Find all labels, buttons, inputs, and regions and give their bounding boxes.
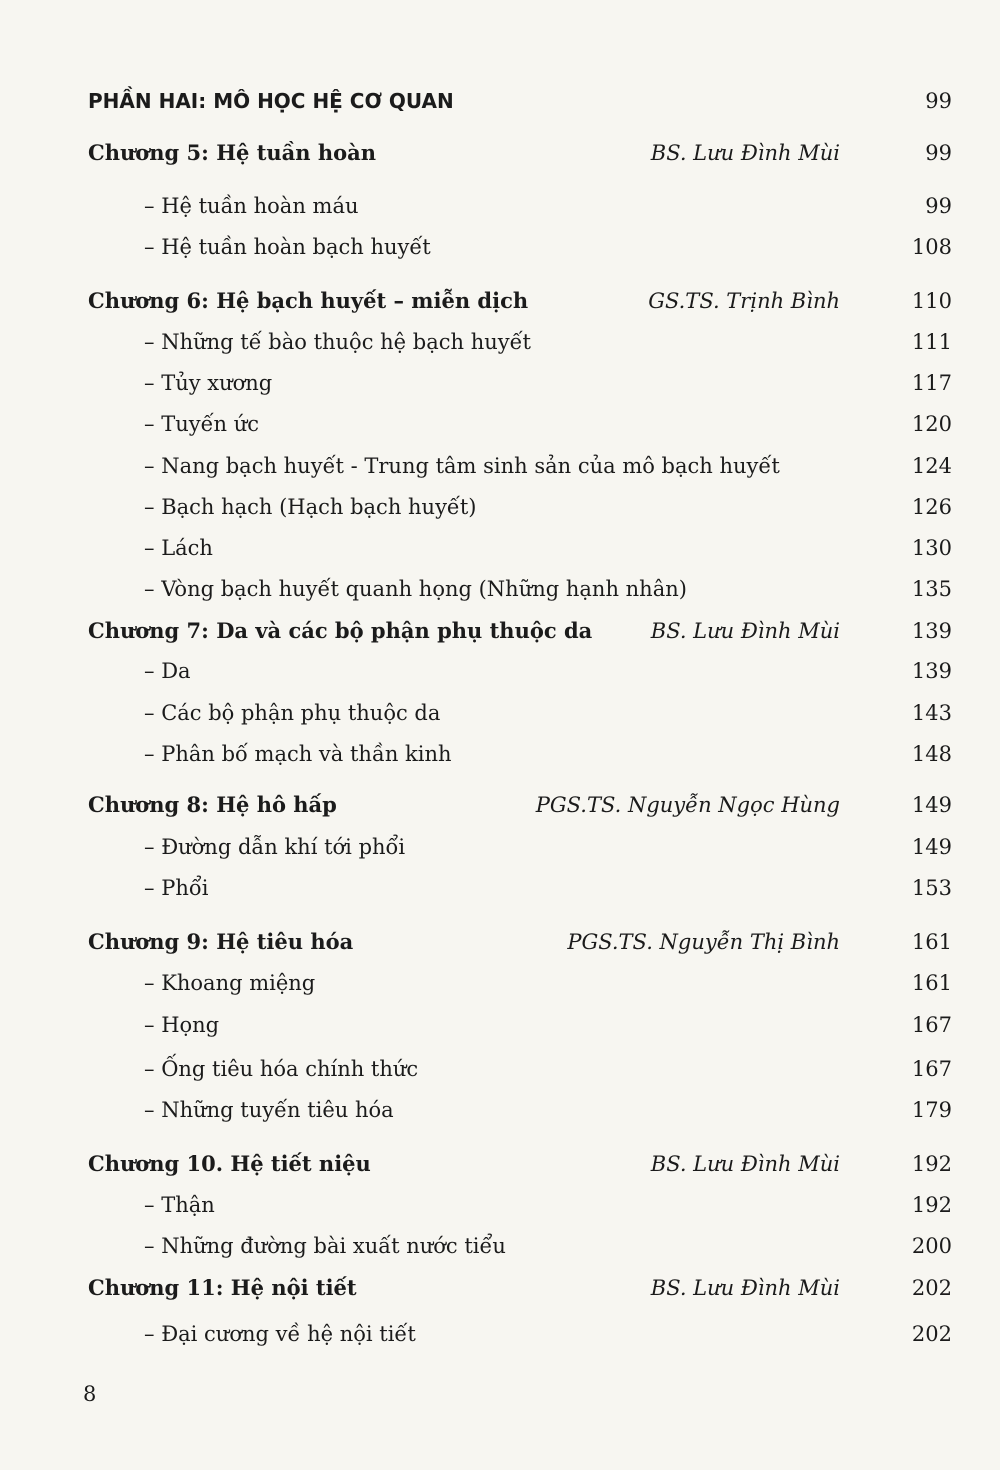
toc-entry-title: – Phổi bbox=[144, 871, 208, 905]
toc-entry-title: – Đại cương về hệ nội tiết bbox=[144, 1317, 416, 1351]
toc-entry-title: – Nang bạch huyết - Trung tâm sinh sản của mô bạch huyết bbox=[144, 449, 780, 483]
toc-entry-page: 167 bbox=[911, 1013, 952, 1037]
toc-entry-page: 135 bbox=[911, 577, 952, 601]
toc-entry-title: – Hệ tuần hoàn bạch huyết bbox=[144, 230, 431, 264]
toc-entry-page: 202 bbox=[911, 1322, 952, 1346]
toc-entry-page: 192 bbox=[911, 1152, 952, 1176]
toc-section-row bbox=[0, 189, 1000, 223]
toc-section-row bbox=[0, 1008, 1000, 1042]
toc-entry-page: 149 bbox=[911, 793, 952, 817]
toc-entry-title: – Những đường bài xuất nước tiểu bbox=[144, 1229, 506, 1263]
toc-section-row bbox=[0, 230, 1000, 264]
toc-chapter-row bbox=[0, 284, 1000, 318]
toc-entry-title: – Da bbox=[144, 654, 191, 688]
toc-entry-title: Chương 5: Hệ tuần hoàn bbox=[88, 140, 377, 165]
toc-entry-title: – Họng bbox=[144, 1008, 219, 1042]
toc-entry-page: 139 bbox=[911, 619, 952, 643]
toc-part-heading bbox=[0, 84, 1000, 118]
toc-chapter-row bbox=[0, 925, 1000, 959]
toc-entry-title: Chương 10. Hệ tiết niệu bbox=[88, 1151, 371, 1176]
toc-chapter-row bbox=[0, 788, 1000, 822]
toc-entry-page: 110 bbox=[911, 289, 952, 313]
toc-entry-author: GS.TS. Trịnh Bình bbox=[648, 289, 840, 313]
toc-entry-page: 153 bbox=[911, 876, 952, 900]
toc-entry-page: 130 bbox=[911, 536, 952, 560]
toc-entry-title: Chương 6: Hệ bạch huyết – miễn dịch bbox=[88, 288, 529, 313]
toc-section-row bbox=[0, 366, 1000, 400]
toc-entry-page: 99 bbox=[925, 141, 952, 165]
toc-entry-page: 108 bbox=[911, 235, 952, 259]
toc-section-row bbox=[0, 1093, 1000, 1127]
toc-section-row bbox=[0, 325, 1000, 359]
toc-section-row bbox=[0, 449, 1000, 483]
toc-chapter-row bbox=[0, 614, 1000, 648]
toc-entry-author: BS. Lưu Đình Mùi bbox=[650, 619, 840, 643]
toc-entry-title: – Khoang miệng bbox=[144, 966, 315, 1000]
toc-entry-author: PGS.TS. Nguyễn Thị Bình bbox=[567, 930, 840, 954]
toc-entry-page: 117 bbox=[911, 371, 952, 395]
toc-entry-author: BS. Lưu Đình Mùi bbox=[650, 1152, 840, 1176]
toc-section-row bbox=[0, 654, 1000, 688]
toc-entry-title: – Lách bbox=[144, 531, 213, 565]
toc-chapter-row bbox=[0, 1271, 1000, 1305]
toc-section-row bbox=[0, 531, 1000, 565]
toc-entry-page: 99 bbox=[925, 89, 952, 113]
toc-entry-author: BS. Lưu Đình Mùi bbox=[650, 1276, 840, 1300]
toc-entry-title: – Hệ tuần hoàn máu bbox=[144, 189, 358, 223]
toc-section-row bbox=[0, 871, 1000, 905]
toc-entry-title: Chương 11: Hệ nội tiết bbox=[88, 1275, 357, 1300]
toc-section-row bbox=[0, 1229, 1000, 1263]
toc-section-row bbox=[0, 737, 1000, 771]
toc-entry-page: 120 bbox=[911, 412, 952, 436]
toc-entry-page: 200 bbox=[911, 1234, 952, 1258]
toc-chapter-row bbox=[0, 136, 1000, 170]
toc-section-row bbox=[0, 490, 1000, 524]
toc-section-row bbox=[0, 696, 1000, 730]
toc-entry-title: – Vòng bạch huyết quanh họng (Những hạnh nhân) bbox=[144, 572, 687, 606]
toc-entry-page: 111 bbox=[911, 330, 952, 354]
toc-chapter-row bbox=[0, 1147, 1000, 1181]
toc-entry-title: Chương 9: Hệ tiêu hóa bbox=[88, 929, 354, 954]
toc-entry-page: 139 bbox=[911, 659, 952, 683]
toc-section-row bbox=[0, 407, 1000, 441]
toc-entry-title: Chương 7: Da và các bộ phận phụ thuộc da bbox=[88, 618, 593, 643]
toc-entry-title: Chương 8: Hệ hô hấp bbox=[88, 792, 337, 817]
toc-entry-page: 192 bbox=[911, 1193, 952, 1217]
toc-entry-title: – Thận bbox=[144, 1188, 215, 1222]
toc-entry-page: 149 bbox=[911, 835, 952, 859]
toc-entry-title: – Những tế bào thuộc hệ bạch huyết bbox=[144, 325, 531, 359]
toc-entry-title: – Phân bố mạch và thần kinh bbox=[144, 737, 452, 771]
toc-entry-page: 148 bbox=[911, 742, 952, 766]
toc-entry-page: 202 bbox=[911, 1276, 952, 1300]
toc-entry-title: – Ống tiêu hóa chính thức bbox=[144, 1052, 418, 1086]
toc-section-row bbox=[0, 966, 1000, 1000]
toc-entry-page: 143 bbox=[911, 701, 952, 725]
toc-entry-title: – Bạch hạch (Hạch bạch huyết) bbox=[144, 490, 477, 524]
toc-section-row bbox=[0, 1052, 1000, 1086]
toc-entry-title: – Các bộ phận phụ thuộc da bbox=[144, 696, 440, 730]
toc-section-row bbox=[0, 572, 1000, 606]
toc-entry-title: – Những tuyến tiêu hóa bbox=[144, 1093, 394, 1127]
toc-section-row bbox=[0, 830, 1000, 864]
toc-entry-page: 161 bbox=[911, 971, 952, 995]
toc-entry-page: 167 bbox=[911, 1057, 952, 1081]
toc-entry-title: – Tuyến ức bbox=[144, 407, 259, 441]
toc-entry-page: 126 bbox=[911, 495, 952, 519]
toc-entry-title: – Tủy xương bbox=[144, 366, 272, 400]
toc-section-row bbox=[0, 1317, 1000, 1351]
toc-entry-author: PGS.TS. Nguyễn Ngọc Hùng bbox=[535, 793, 840, 817]
toc-entry-page: 99 bbox=[925, 194, 952, 218]
toc-entry-page: 179 bbox=[911, 1098, 952, 1122]
toc-entry-title: – Đường dẫn khí tới phổi bbox=[144, 830, 405, 864]
toc-entry-page: 124 bbox=[911, 454, 952, 478]
toc-entry-page: 161 bbox=[911, 930, 952, 954]
page-number: 8 bbox=[83, 1382, 97, 1406]
toc-entry-title: PHẦN HAI: MÔ HỌC HỆ CƠ QUAN bbox=[88, 89, 454, 113]
toc-section-row bbox=[0, 1188, 1000, 1222]
toc-entry-author: BS. Lưu Đình Mùi bbox=[650, 141, 840, 165]
